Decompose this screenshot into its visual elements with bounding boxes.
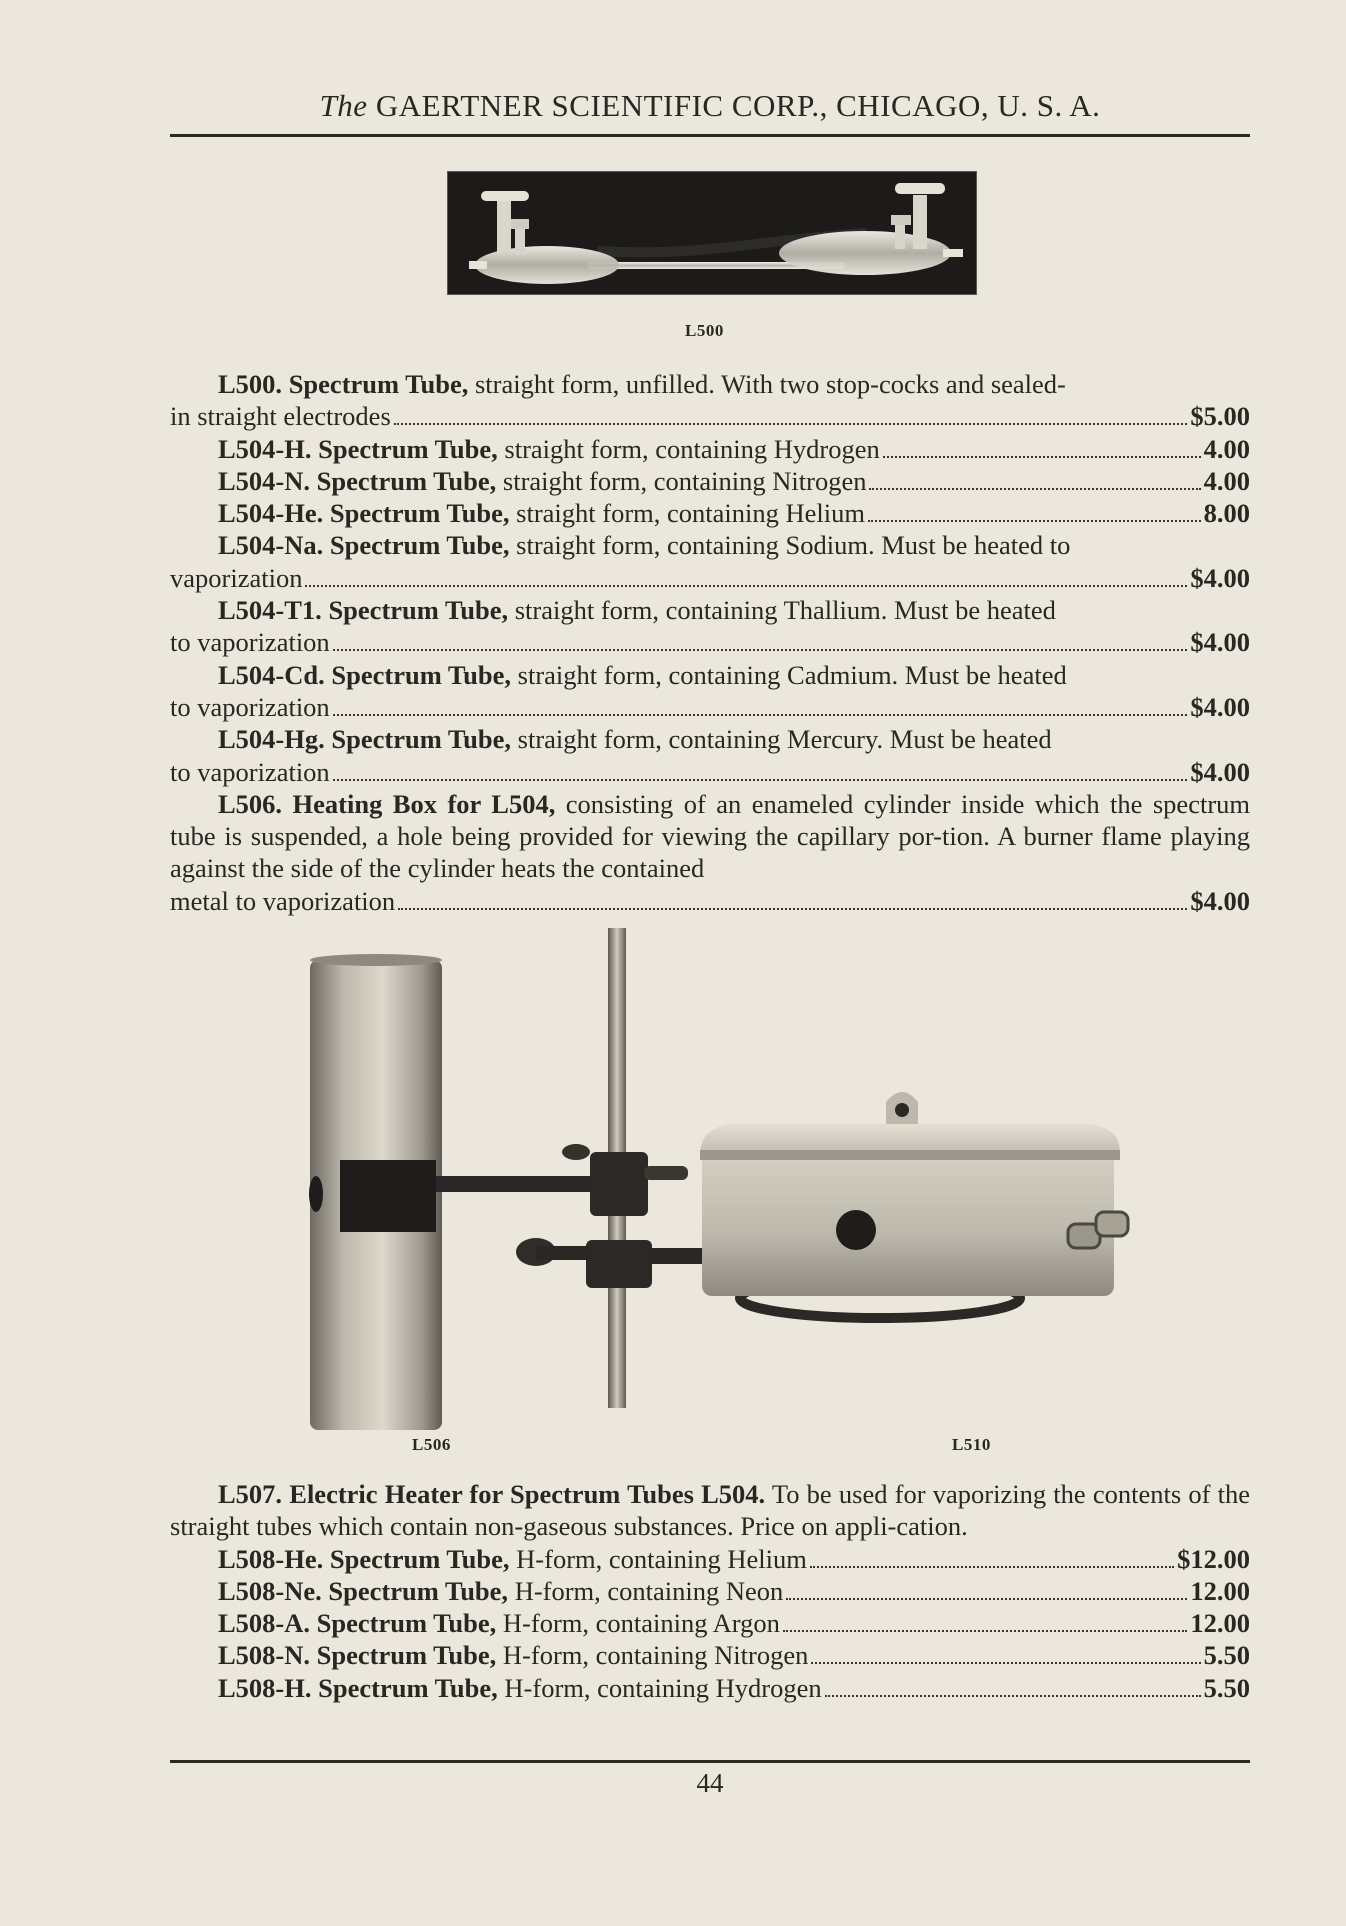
entry-l504-hg — [170, 723, 1250, 788]
entry-code: L508-A. — [218, 1608, 311, 1639]
entry-desc: H-form, containing Helium — [516, 1543, 807, 1574]
entry-desc-cont: to vaporization — [170, 627, 330, 658]
entry-name: Electric Heater for Spectrum Tubes L504. — [289, 1479, 766, 1509]
entry-desc: straight form, containing Mercury. Must be heated — [517, 724, 1052, 755]
entry-price: 5.50 — [1203, 1672, 1250, 1703]
entry-name: Spectrum Tube, — [316, 1608, 497, 1639]
entry-l504-he — [170, 497, 1250, 529]
entry-l504-na — [170, 529, 1250, 594]
figure-caption-l510: L510 — [952, 1435, 991, 1454]
entry-price: 4.00 — [1203, 433, 1250, 464]
entry-name: Spectrum Tube, — [329, 1543, 510, 1574]
entry-desc-cont: vaporization — [170, 562, 303, 593]
heating-apparatus-photo — [290, 920, 1150, 1440]
figure-caption-l500: L500 — [685, 321, 724, 340]
entry-name: Spectrum Tube, — [316, 1640, 497, 1671]
entry-price: 12.00 — [1190, 1608, 1250, 1639]
entry-name: Spectrum Tube, — [316, 465, 497, 496]
entry-price: $4.00 — [1190, 756, 1250, 787]
entry-name: Spectrum Tube, — [329, 530, 510, 561]
entry-l504-n — [170, 465, 1250, 497]
footer-rule — [170, 1760, 1250, 1763]
entry-desc: straight form, containing Sodium. Must be heated to — [516, 530, 1071, 561]
entry-desc-cont: metal to vaporization — [170, 885, 396, 916]
entry-code: L504-Hg. — [218, 724, 325, 755]
price-list-top — [170, 368, 1250, 917]
entry-desc-cont: to vaporization — [170, 756, 330, 787]
entry-desc: straight form, containing Nitrogen — [502, 465, 867, 496]
entry-l507 — [170, 1478, 1250, 1543]
entry-code: L504-H. — [218, 433, 312, 464]
entry-code: L504-He. — [218, 498, 324, 529]
header-rule — [170, 134, 1250, 137]
entry-name: Spectrum Tube, — [318, 433, 498, 464]
entry-desc: straight form, containing Helium — [516, 498, 866, 529]
entry-code: L504-Cd. — [218, 659, 325, 690]
price-list-bottom — [170, 1478, 1250, 1704]
entry-desc: H-form, containing Hydrogen — [504, 1672, 822, 1703]
entry-name: Spectrum Tube, — [328, 1575, 509, 1606]
entry-code: L504-N. — [218, 465, 311, 496]
entry-desc-cont: in straight electrodes — [170, 401, 391, 432]
entry-price: 4.00 — [1203, 465, 1250, 496]
entry-code: L504-Na. — [218, 530, 324, 561]
entry-l500 — [170, 368, 1250, 433]
entry-l508-n — [170, 1639, 1250, 1671]
entry-price: 8.00 — [1203, 498, 1250, 529]
entry-desc: consisting of an enameled cylinder inside which the spectrum tube is suspended, a hole being provided for viewing the capillary por-tion. A burner flame playing against the side of the cylinder heats the contained — [170, 788, 1251, 884]
entry-name: Heating Box for L504, — [292, 788, 556, 819]
entry-desc: straight form, containing Cadmium. Must be heated — [517, 659, 1067, 690]
entry-l508-ne — [170, 1575, 1250, 1607]
entry-l504-h — [170, 433, 1250, 465]
entry-price: $4.00 — [1190, 562, 1250, 593]
entry-code: L504-T1. — [218, 595, 322, 626]
entry-code: L508-Ne. — [218, 1575, 322, 1606]
entry-code: L508-He. — [218, 1543, 324, 1574]
entry-desc-cont: to vaporization — [170, 691, 330, 722]
entry-desc: straight form, unfilled. With two stop-cocks and sealed- — [474, 369, 1066, 399]
header-title: GAERTNER SCIENTIFIC CORP., CHICAGO, U. S. A. — [375, 88, 1101, 123]
entry-name: Spectrum Tube, — [329, 498, 510, 529]
entry-desc: To be used for vaporizing the contents of the straight tubes which contain non-gaseous substances. Price on appli-cation. — [170, 1479, 1251, 1542]
entry-name: Spectrum Tube, — [331, 659, 512, 690]
entry-code: L506. — [218, 788, 283, 819]
entry-code: L508-N. — [218, 1640, 311, 1671]
page-number: 44 — [696, 1768, 724, 1798]
page-header — [170, 88, 1250, 124]
entry-price: $4.00 — [1190, 885, 1250, 916]
entry-l504-t1 — [170, 594, 1250, 659]
entry-price: $12.00 — [1177, 1543, 1250, 1574]
entry-price: 5.50 — [1203, 1640, 1250, 1671]
entry-desc: straight form, containing Hydrogen — [504, 433, 880, 464]
entry-name: Spectrum Tube, — [318, 1672, 498, 1703]
spectrum-tube-photo — [447, 171, 977, 295]
entry-desc: straight form, containing Thallium. Must be heated — [514, 595, 1056, 626]
entry-l508-he — [170, 1543, 1250, 1575]
entry-price: 12.00 — [1190, 1575, 1250, 1606]
entry-code: L507. — [218, 1479, 283, 1509]
figure-caption-l506: L506 — [412, 1435, 451, 1454]
entry-name: Spectrum Tube, — [288, 369, 469, 399]
entry-price: $5.00 — [1190, 401, 1250, 432]
entry-name: Spectrum Tube, — [328, 595, 509, 626]
entry-l508-h — [170, 1672, 1250, 1704]
entry-code: L500. — [218, 369, 283, 399]
entry-price: $4.00 — [1190, 691, 1250, 722]
entry-code: L508-H. — [218, 1672, 312, 1703]
entry-l504-cd — [170, 659, 1250, 724]
header-prefix: The — [319, 88, 368, 123]
entry-l508-a — [170, 1607, 1250, 1639]
entry-desc: H-form, containing Nitrogen — [502, 1640, 809, 1671]
entry-l506 — [170, 788, 1250, 917]
entry-name: Spectrum Tube, — [331, 724, 512, 755]
entry-desc: H-form, containing Neon — [514, 1575, 784, 1606]
entry-desc: H-form, containing Argon — [502, 1608, 780, 1639]
entry-price: $4.00 — [1190, 627, 1250, 658]
